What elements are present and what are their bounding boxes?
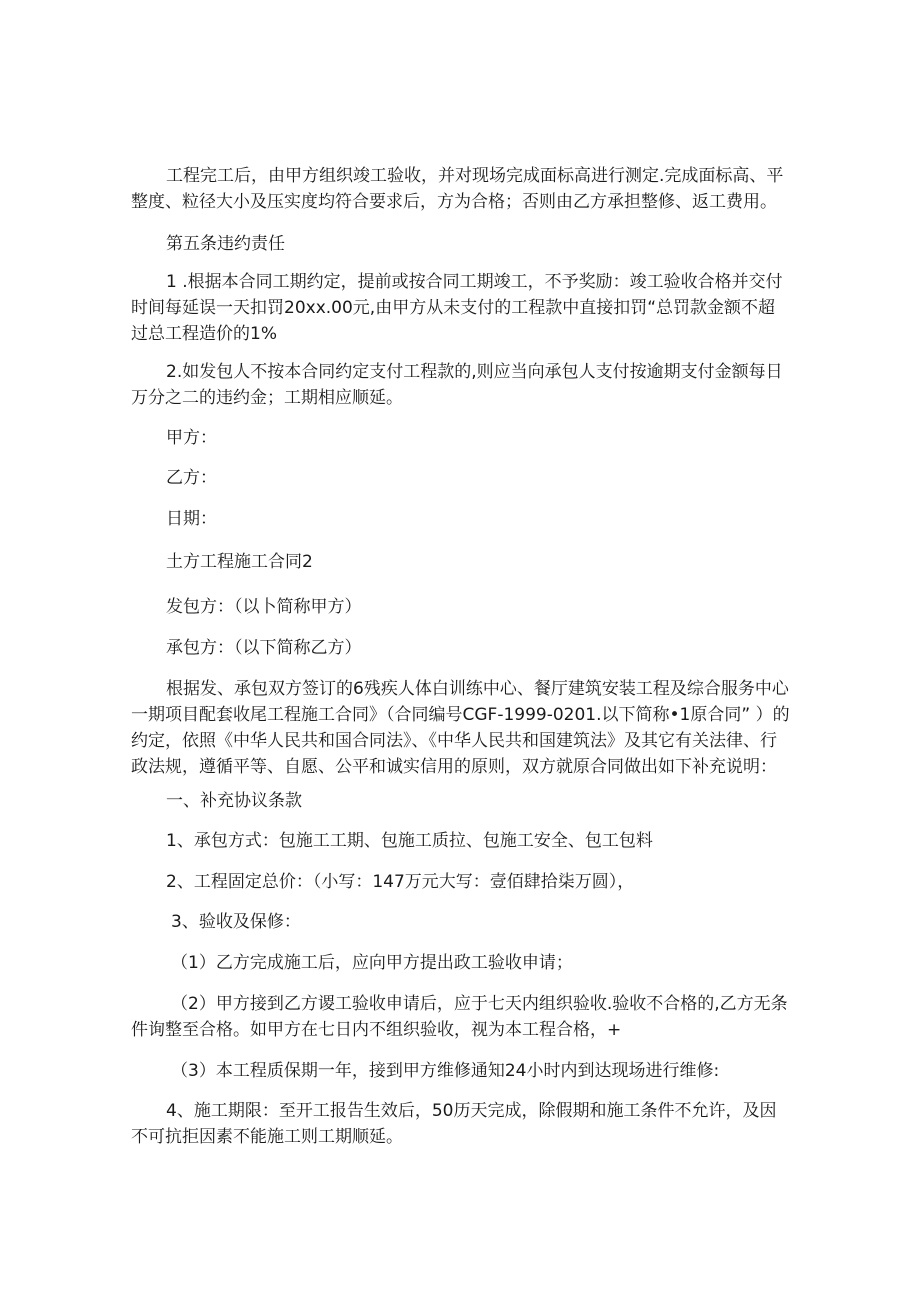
paragraph-penalty-2: 2.如发包人不按本合同约定支付工程款的,则应当向承包人支付按逾期支付金额每日万分之二的违约金；工期相应顺延。 <box>131 362 783 408</box>
item-construction-period: 4、施工期限：至开工报告生效后，50历天完成，除假期和施工条件不允许，及因不可抗拒因素不能施工则工期顺延。 <box>131 1101 777 1147</box>
heading-supplementary-terms: 一、补充协议条款 <box>166 791 302 811</box>
contractor-line: 承包方：（以下简称乙方） <box>166 638 362 658</box>
item-acceptance-warranty: 3、验收及保修： <box>171 912 301 932</box>
party-a-label: 甲方： <box>166 428 217 448</box>
employer-line: 发包方：（以卜简称甲方） <box>166 597 362 617</box>
sub-item-1: （1）乙方完成施工后，应向甲方提出政工验收申请； <box>171 953 573 973</box>
heading-article-five: 第五条违约责任 <box>166 234 285 254</box>
sub-item-3: （3）本工程质保期一年，接到甲方维修通知24小时内到达现场进行维修: <box>171 1061 720 1081</box>
sub-item-2: （2）甲方接到乙方谡工验收申请后，应于七天内组织验收.验收不合格的,乙方无条件询整至合格。如甲方在七日内不组织验收，视为本工程合格，+ <box>131 994 788 1040</box>
party-b-label: 乙方： <box>166 468 217 488</box>
contract-title: 土方工程施工合同2 <box>166 552 313 572</box>
paragraph-preamble: 根据发、承包双方签订的6残疾人体白训练中心、餐厅建筑安装工程及综合服务中心一期项目配套收尾工程施工合同》（合同编号CGF-1999-0201.以下简称•1原合同” ）的约定，依照《中华人民共和国合同法》、《中华人民共和国建筑法》及其它有关法律、行政法规，遵循平等、自愿、公平和诚实信用的原则，双方就原合同做出如下补充说明： <box>131 679 790 777</box>
paragraph-completion-acceptance: 工程完工后，由甲方组织竣工验收，并对现场完成面标高进行测定.完成面标高、平整度、粒径大小及压实度均符合要求后，方为合格；否则由乙方承担整修、返工费用。 <box>131 166 784 212</box>
item-contract-method: 1、承包方式：包施工工期、包施工质拉、包施工安全、包工包料 <box>166 831 653 851</box>
item-fixed-price: 2、工程固定总价：（小写：147万元大写：壹佰肆拾柒万圆）， <box>166 872 635 892</box>
date-label: 日期： <box>166 509 217 529</box>
paragraph-penalty-1: 1 .根据本合同工期约定，提前或按合同工期竣工，不予奖励：竣工验收合格并交付时间每延误一天扣罚20xx.00元,由甲方从未支付的工程款中直接扣罚“总罚款金额不超过总工程造价的1% <box>131 272 783 344</box>
